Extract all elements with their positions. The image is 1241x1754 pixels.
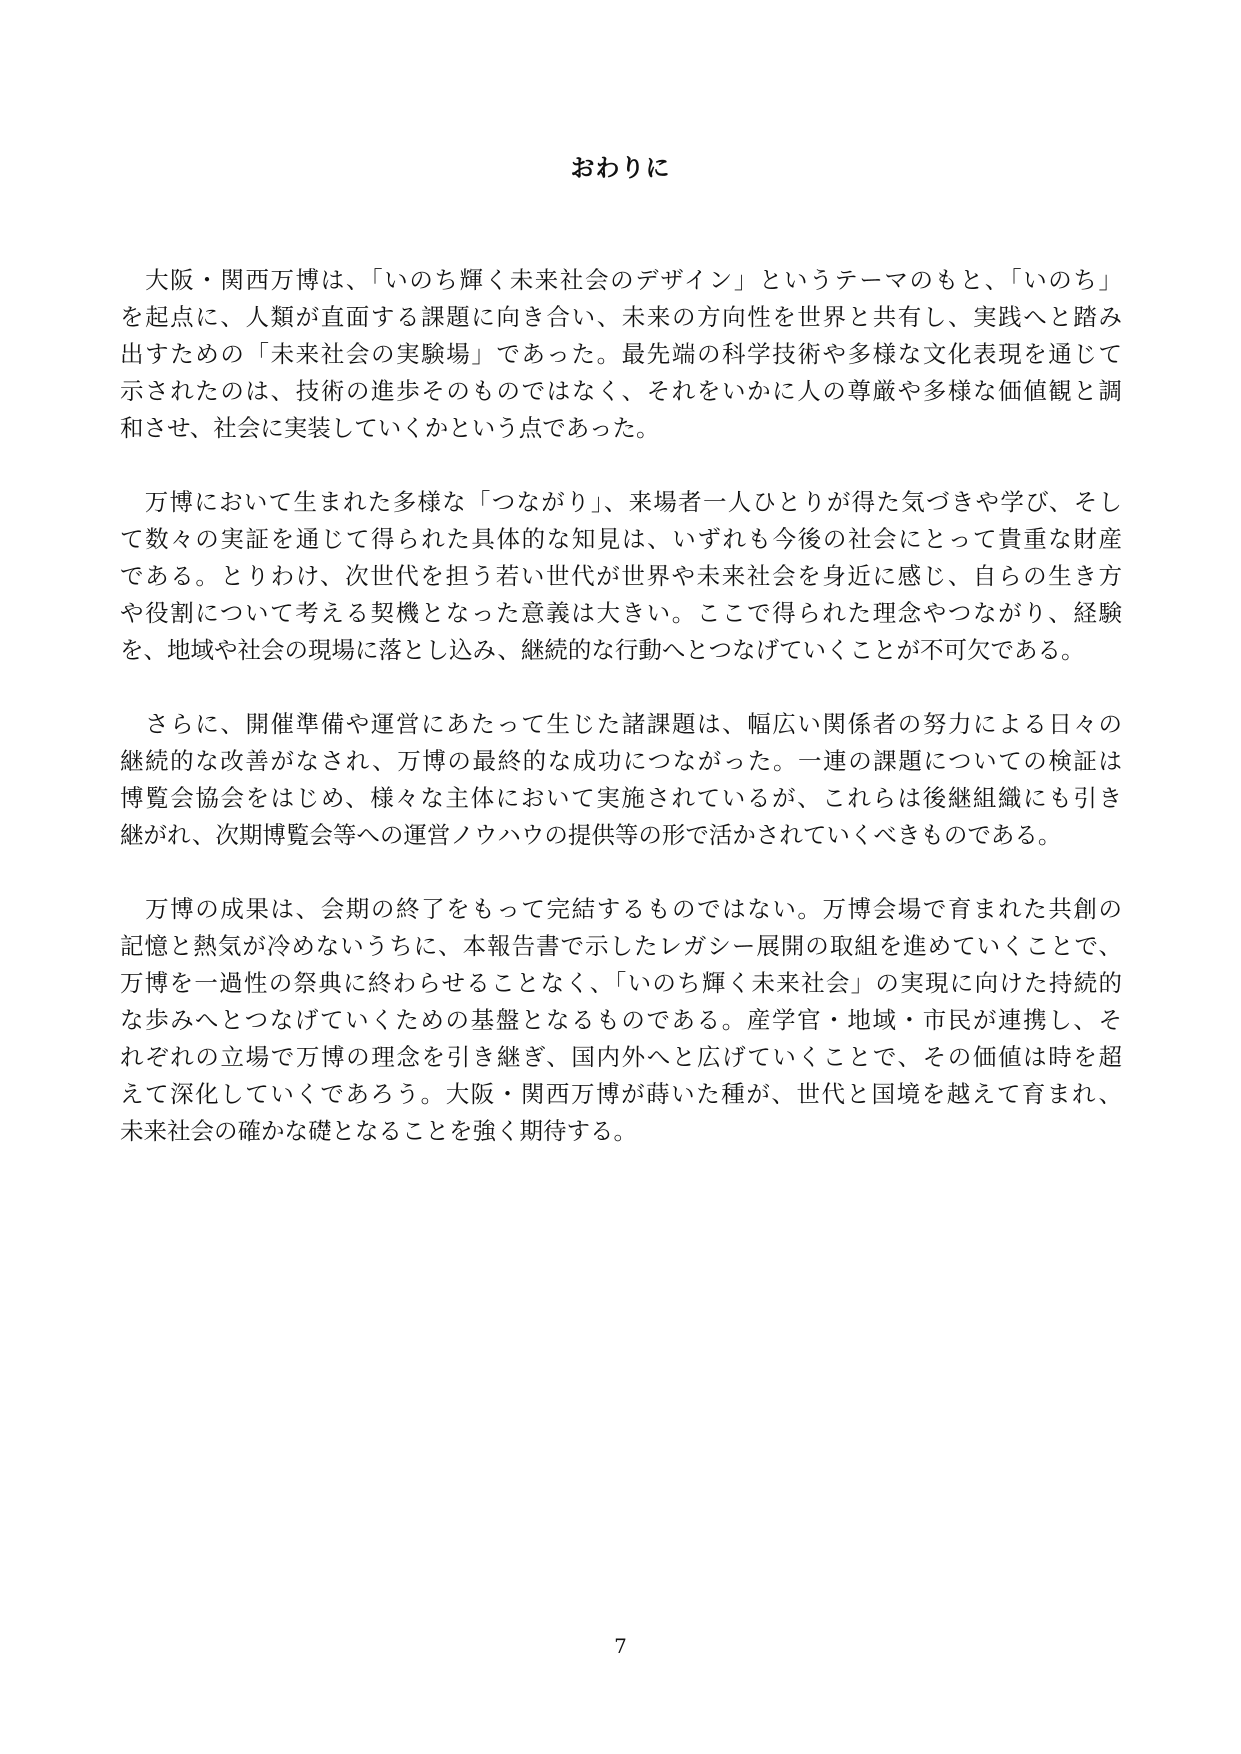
paragraph-line: 継続的な改善がなされ、万博の最終的な成功につながった。一連の課題についての検証は <box>120 747 1122 775</box>
paragraph-line: 未来社会の確かな礎となることを強く期待する。 <box>120 1117 637 1145</box>
paragraph-line: を起点に、人類が直面する課題に向き合い、未来の方向性を世界と共有し、実践へと踏み <box>120 303 1122 331</box>
paragraph-line: 博覧会協会をはじめ、様々な主体において実施されているが、これらは後継組織にも引き <box>120 784 1122 812</box>
paragraph-line: れぞれの立場で万博の理念を引き継ぎ、国内外へと広げていくことで、その価値は時を超 <box>120 1043 1122 1071</box>
paragraph-line: 和させ、社会に実装していくかという点であった。 <box>120 414 660 442</box>
page-number: 7 <box>614 1634 627 1658</box>
paragraph-line: な歩みへとつなげていくための基盤となるものである。産学官・地域・市民が連携し、そ <box>120 1006 1122 1034</box>
paragraph-2 <box>120 484 1122 669</box>
paragraph-line: 大阪・関西万博は、「いのち輝く未来社会のデザイン」というテーマのもと、「いのち」 <box>120 266 1122 294</box>
paragraph-line: や役割について考える契機となった意義は大きい。ここで得られた理念やつながり、経験 <box>120 599 1122 627</box>
page-heading: おわりに <box>570 154 671 182</box>
paragraph-line: 記憶と熱気が冷めないうちに、本報告書で示したレガシー展開の取組を進めていくことで、 <box>120 932 1122 960</box>
paragraph-line: を、地域や社会の現場に落とし込み、継続的な行動へとつなげていくことが不可欠である。 <box>120 636 1085 664</box>
paragraph-line: えて深化していくであろう。大阪・関西万博が蒔いた種が、世代と国境を越えて育まれ、 <box>120 1080 1122 1108</box>
paragraph-line: さらに、開催準備や運営にあたって生じた諸課題は、幅広い関係者の努力による日々の <box>120 710 1122 738</box>
paragraph-line: 示されたのは、技術の進歩そのものではなく、それをいかに人の尊厳や多様な価値観と調 <box>120 377 1122 405</box>
paragraph-line: 出すための「未来社会の実験場」であった。最先端の科学技術や多様な文化表現を通じて <box>120 340 1122 368</box>
paragraph-1 <box>120 262 1122 447</box>
paragraph-line: 万博を一過性の祭典に終わらせることなく、「いのち輝く未来社会」の実現に向けた持続的 <box>120 969 1122 997</box>
body-text <box>120 262 1122 1187</box>
paragraph-line: 継がれ、次期博覧会等への運営ノウハウの提供等の形で活かされていくべきものである。 <box>120 821 1062 849</box>
paragraph-line: である。とりわけ、次世代を担う若い世代が世界や未来社会を身近に感じ、自らの生き方 <box>120 562 1122 590</box>
paragraph-line: て数々の実証を通じて得られた具体的な知見は、いずれも今後の社会にとって貴重な財産 <box>120 525 1122 553</box>
paragraph-4 <box>120 891 1122 1150</box>
paragraph-line: 万博において生まれた多様な「つながり」、来場者一人ひとりが得た気づきや学び、そし <box>120 488 1122 516</box>
paragraph-3 <box>120 706 1122 854</box>
paragraph-line: 万博の成果は、会期の終了をもって完結するものではない。万博会場で育まれた共創の <box>120 895 1122 923</box>
